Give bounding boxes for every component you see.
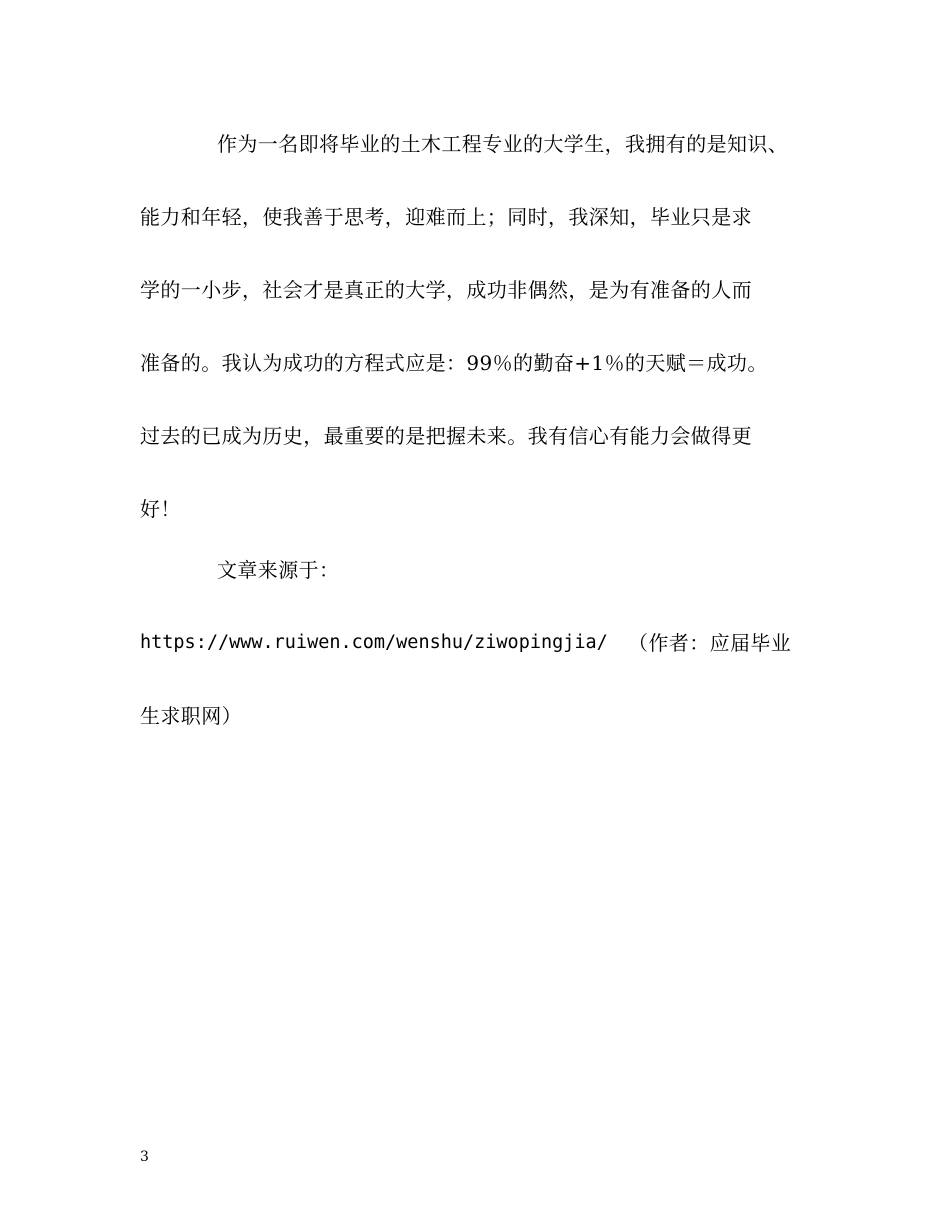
source-url: https://www.ruiwen.com/wenshu/ziwopingjia/	[140, 632, 608, 653]
paragraph-line-2: 能力和年轻，使我善于思考，迎难而上；同时，我深知，毕业只是求	[140, 205, 752, 229]
source-label: 文章来源于：	[217, 558, 340, 582]
author-credit-end: 生求职网）	[140, 704, 242, 728]
paragraph-line-3: 学的一小步，社会才是真正的大学，成功非偶然，是为有准备的人而	[140, 278, 752, 302]
author-credit-start: （作者：应届毕业	[628, 631, 792, 655]
paragraph-line-5: 过去的已成为历史，最重要的是把握未来。我有信心有能力会做得更	[140, 424, 752, 448]
paragraph-line-1: 作为一名即将毕业的土木工程专业的大学生，我拥有的是知识、	[217, 132, 789, 156]
paragraph-line-6: 好！	[140, 497, 181, 521]
page-number: 3	[140, 1149, 149, 1165]
paragraph-line-4: 准备的。我认为成功的方程式应是：99％的勤奋+1％的天赋＝成功。	[140, 351, 768, 375]
